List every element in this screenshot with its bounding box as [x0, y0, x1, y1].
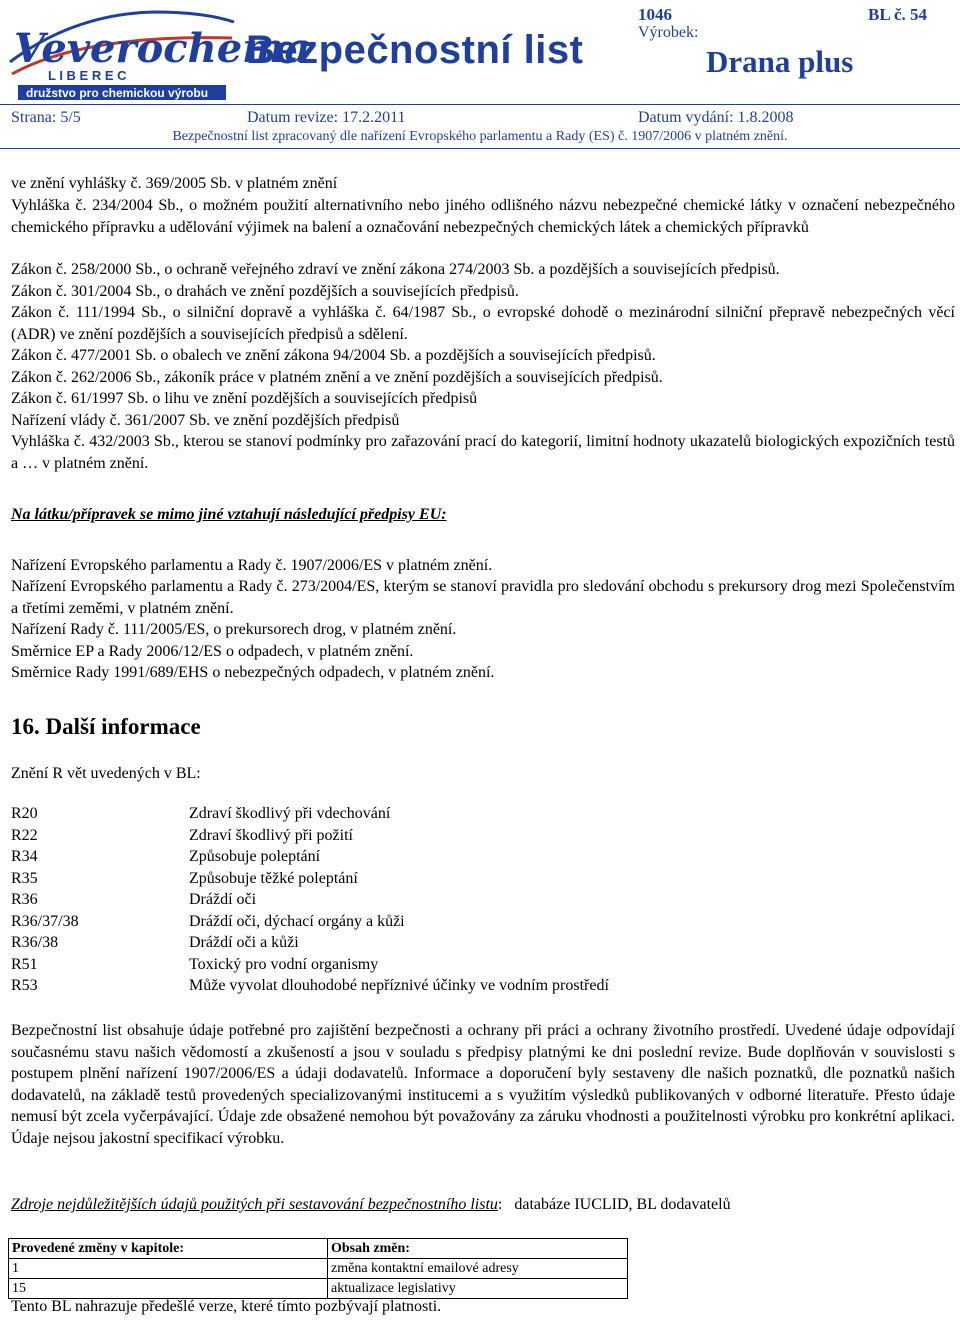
logo-tagline-text: družstvo pro chemickou výrobu — [26, 86, 209, 100]
eu-regulation-item: Nařízení Rady č. 111/2005/ES, o prekursorech drog, v platném znění. — [11, 621, 457, 638]
r-phrase-text: Může vyvolat dlouhodobé nepříznivé účinky ve vodním prostředí — [189, 977, 609, 994]
eu-regulation-item: Směrnice Rady 1991/689/EHS o nebezpečných odpadech, v platném znění. — [11, 664, 495, 681]
page-number: Strana: 5/5 — [11, 109, 81, 126]
r-phrases-intro: Znění R vět uvedených v BL: — [11, 765, 201, 782]
issue-date: Datum vydání: 1.8.2008 — [638, 109, 794, 126]
r-phrase-code: R34 — [11, 848, 38, 865]
r-phrase-text: Zdraví škodlivý při požití — [189, 827, 353, 844]
footer-note: Tento BL nahrazuje předešlé verze, které tímto pozbývají platnosti. — [11, 1298, 442, 1315]
r-phrase-text: Dráždí oči — [189, 891, 257, 908]
eu-regulations-heading: Na látku/přípravek se mimo jiné vztahují následující předpisy EU: — [11, 506, 447, 523]
regulation-item: Vyhláška č. 432/2003 Sb., kterou se stanoví podmínky pro zařazování prací do kategorií, limitní hodnoty ukazatelů biologických expozičních testů a … v platném znění. — [11, 433, 955, 472]
document-number: 1046 — [638, 5, 672, 24]
table-header-content: Obsah změn: — [328, 1239, 628, 1259]
r-phrase-text: Způsobuje poleptání — [189, 848, 321, 865]
regulation-item: Zákon č. 61/1997 Sb. o lihu ve znění pozdějších a souvisejících předpisů — [11, 390, 478, 407]
table-row — [9, 1279, 628, 1299]
regulation-note: Bezpečnostní list zpracovaný dle nařízení Evropského parlamentu a Rady (ES) č. 1907/2006 v platném znění. — [172, 129, 788, 144]
regulation-item: Zákon č. 258/2000 Sb., o ochraně veřejného zdraví ve znění zákona 274/2003 Sb. a pozdějších a souvisejících předpisů. — [11, 261, 780, 278]
document-title: Bezpečnostní list — [246, 28, 584, 72]
header-bottom-divider — [0, 148, 960, 149]
table-cell-chapter: 15 — [9, 1279, 328, 1299]
r-phrase-code: R36/37/38 — [11, 913, 79, 930]
regulation-item: Nařízení vlády č. 361/2007 Sb. ve znění pozdějších předpisů — [11, 412, 400, 429]
r-phrase-text: Toxický pro vodní organismy — [189, 956, 379, 973]
regulation-item: ve znění vyhlášky č. 369/2005 Sb. v platném znění — [11, 175, 338, 192]
regulation-item: Zákon č. 111/1994 Sb., o silniční dopravě a vyhláška č. 64/1987 Sb., o evropské dohodě o mezinárodní silniční přepravě nebezpečných věcí (ADR) ve znění pozdějších a souvisejících předpisů a sdělení. — [11, 304, 955, 343]
regulation-item: Zákon č. 301/2004 Sb., o drahách ve znění pozdějších a souvisejících předpisů. — [11, 283, 519, 300]
r-phrase-code: R36 — [11, 891, 38, 908]
section-16-heading: 16. Další informace — [11, 714, 201, 739]
eu-regulation-item: Směrnice EP a Rady 2006/12/ES o odpadech, v platném znění. — [11, 643, 414, 660]
document-header — [0, 0, 960, 150]
table-cell-content: aktualizace legislativy — [328, 1279, 628, 1299]
logo-brand-text: Veverochema — [14, 25, 311, 72]
r-phrase-text: Dráždí oči a kůži — [189, 934, 299, 951]
sources-value: databáze IUCLID, BL dodavatelů — [514, 1196, 731, 1213]
r-phrase-code: R22 — [11, 827, 38, 844]
r-phrase-text: Zdraví škodlivý při vdechování — [189, 805, 391, 822]
r-phrase-code: R36/38 — [11, 934, 59, 951]
r-phrase-code: R51 — [11, 956, 38, 973]
table-cell-chapter: 1 — [9, 1259, 328, 1279]
regulation-item: Zákon č. 477/2001 Sb. o obalech ve znění zákona 94/2004 Sb. a pozdějších a souvisejících předpisů. — [11, 347, 656, 364]
regulation-item: Zákon č. 262/2006 Sb., zákoník práce v platném znění a ve znění pozdějších a souvisejících předpisů. — [11, 369, 663, 386]
bl-number: BL č. 54 — [868, 5, 928, 24]
regulation-item: Vyhláška č. 234/2004 Sb., o možném použití alternativního nebo jiného odlišného názvu nebezpečné chemické látky v označení nebezpečného chemického přípravku a udělování výjimek na balení a označování nebezpečných chemických látek a chemických přípravků — [11, 197, 955, 236]
r-phrase-code: R20 — [11, 805, 38, 822]
product-label: Výrobek: — [638, 24, 699, 41]
table-cell-content: změna kontaktní emailové adresy — [328, 1259, 628, 1279]
table-header-row — [9, 1239, 628, 1259]
product-name: Drana plus — [706, 44, 854, 79]
table-row — [9, 1259, 628, 1279]
r-phrase-text: Způsobuje těžké poleptání — [189, 870, 358, 887]
r-phrase-code: R53 — [11, 977, 38, 994]
sources-line: Zdroje nejdůležitějších údajů použitých při sestavování bezpečnostního listu: databáze IUCLID, BL dodavatelů — [11, 1196, 731, 1213]
eu-regulation-item: Nařízení Evropského parlamentu a Rady č. 273/2004/ES, kterým se stanoví pravidla pro sledování obchodu s prekursory drog mezi Společenstvím a třetími zeměmi, v platném znění. — [11, 578, 955, 617]
logo-city-text: L I B E R E C — [48, 68, 127, 83]
r-phrase-code: R35 — [11, 870, 38, 887]
veverochema-logo-graphic — [4, 4, 311, 102]
disclaimer-paragraph: Bezpečnostní list obsahuje údaje potřebné pro zajištění bezpečnosti a ochrany při práci a ochrany životního prostředí. Uvedené údaje odpovídají současnému stavu našich vědomostí a zkušeností a jsou v souladu s předpisy platnými ke dni poslední revize. Bude doplňován v souvislosti s postupem plnění nařízení 1907/2006/ES a údaji dodavatelů. Informace a doporučení byly sestaveny dle našich poznatků, dle poznatků našich dodavatelů, na základě testů provedených specializovanými institucemi a s využitím výsledků publikovaných v odborné literatuře. Přesto údaje nemusí být zcela vyčerpávající. Údaje zde obsažené nemohou být považovány za záruku vhodnosti a použitelnosti výrobku pro konkrétní aplikaci. Údaje nejsou jakostní specifikací výrobku. — [11, 1022, 955, 1147]
table-header-chapter: Provedené změny v kapitole: — [9, 1239, 328, 1259]
sources-label: Zdroje nejdůležitějších údajů použitých při sestavování bezpečnostního listu — [11, 1196, 498, 1213]
company-logo — [4, 4, 311, 102]
revision-date: Datum revize: 17.2.2011 — [247, 109, 406, 126]
eu-regulation-item: Nařízení Evropského parlamentu a Rady č. 1907/2006/ES v platném znění. — [11, 557, 493, 574]
r-phrase-text: Dráždí oči, dýchací orgány a kůži — [189, 913, 405, 930]
changes-table — [8, 1238, 628, 1299]
header-divider — [0, 104, 960, 105]
